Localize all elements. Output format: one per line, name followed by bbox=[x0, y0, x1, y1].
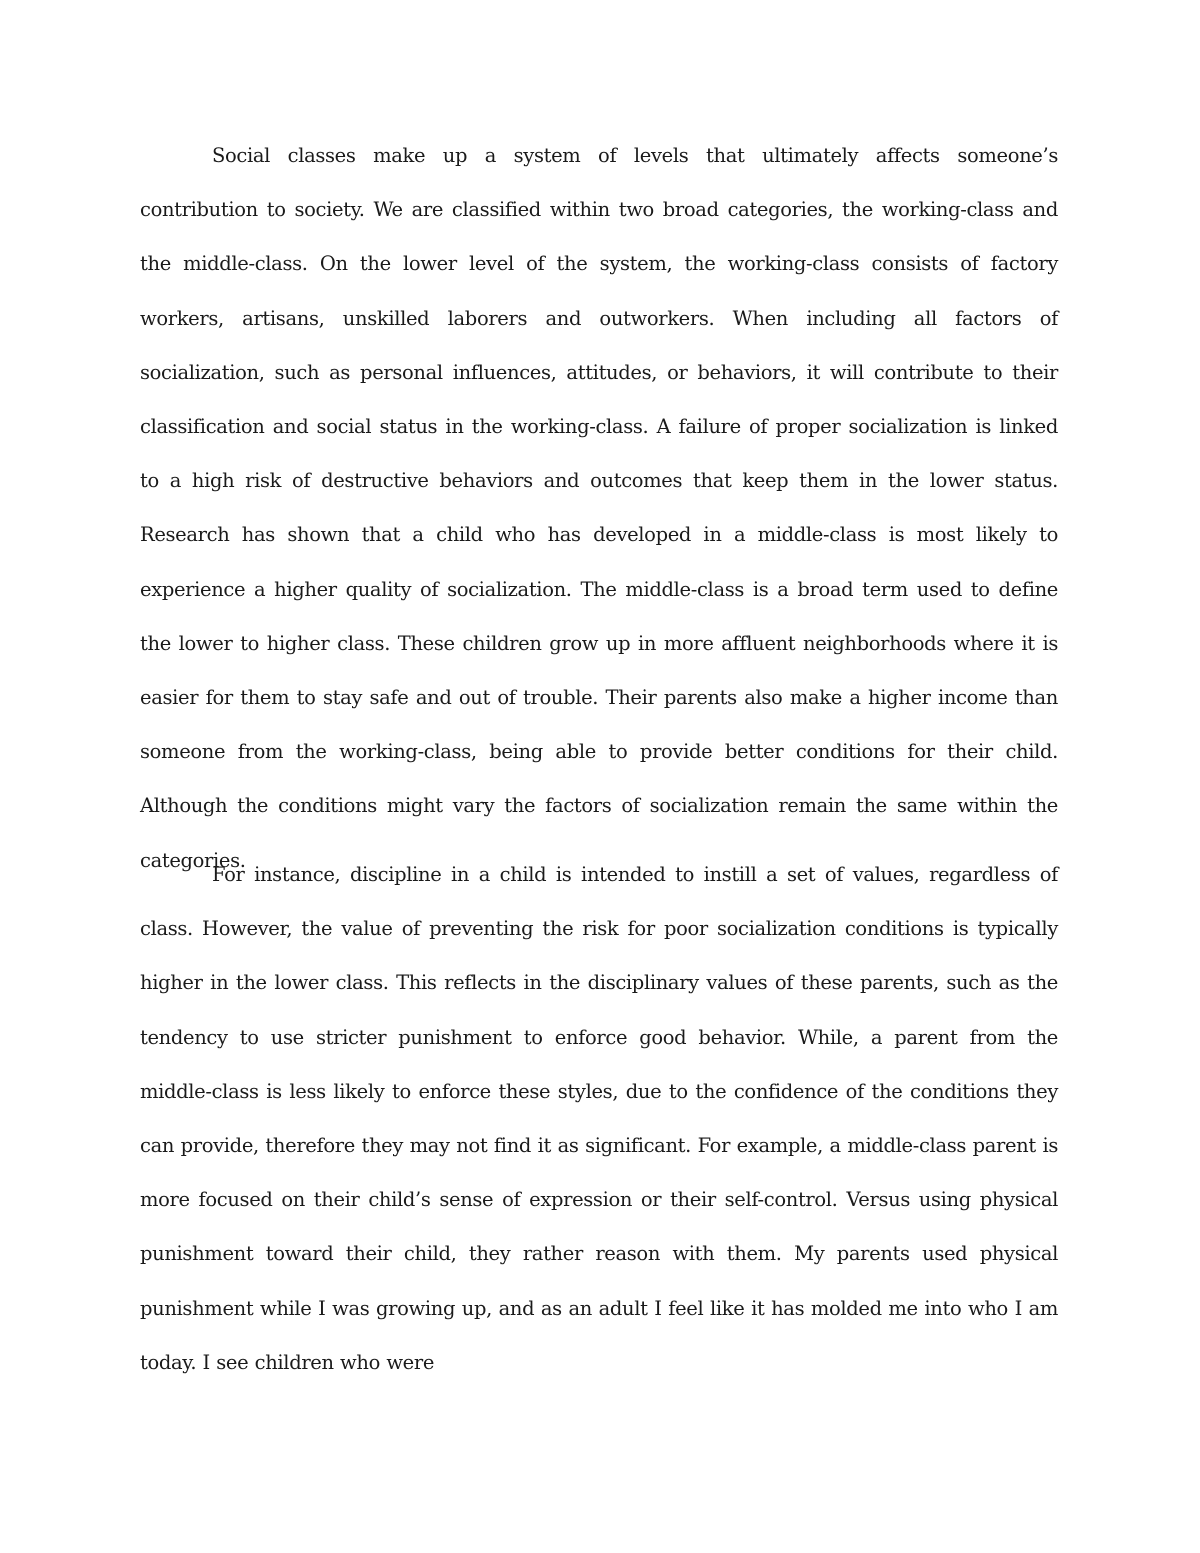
paragraph-1: Social classes make up a system of levels that ultimately affects someone’s contribution to society. We are classified within two broad categories, the working-class and the middle-class. On the lower level of the system, the working-class consists of factory workers, artisans, unskilled laborers and outworkers. When including all factors of socialization, such as personal influences, attitudes, or behaviors, it will contribute to their classification and social status in the working-class. A failure of proper socialization is linked to a high risk of destructive behaviors and outcomes that keep them in the lower status. Research has shown that a child who has developed in a middle-class is most likely to experience a higher quality of socialization. The middle-class is a broad term used to define the lower to higher class. These children grow up in more affluent neighborhoods where it is easier for them to stay safe and out of trouble. Their parents also make a higher income than someone from the working-class, being able to provide better conditions for their child. Although the conditions might vary the factors of socialization remain the same within the categories. bbox=[140, 144, 1058, 872]
paragraph-2: For instance, discipline in a child is intended to instill a set of values, regardless of class. However, the value of preventing the risk for poor socialization conditions is typically higher in the lower class. This reflects in the disciplinary values of these parents, such as the tendency to use stricter punishment to enforce good behavior. While, a parent from the middle-class is less likely to enforce these styles, due to the confidence of the conditions they can provide, therefore they may not find it as significant. For example, a middle-class parent is more focused on their child’s sense of expression or their self-control. Versus using physical punishment toward their child, they rather reason with them. My parents used physical punishment while I was growing up, and as an adult I feel like it has molded me into who I am today. I see children who were bbox=[140, 863, 1058, 1374]
paragraph-2-block bbox=[140, 848, 1058, 1390]
paragraph-1-block bbox=[140, 129, 1058, 888]
